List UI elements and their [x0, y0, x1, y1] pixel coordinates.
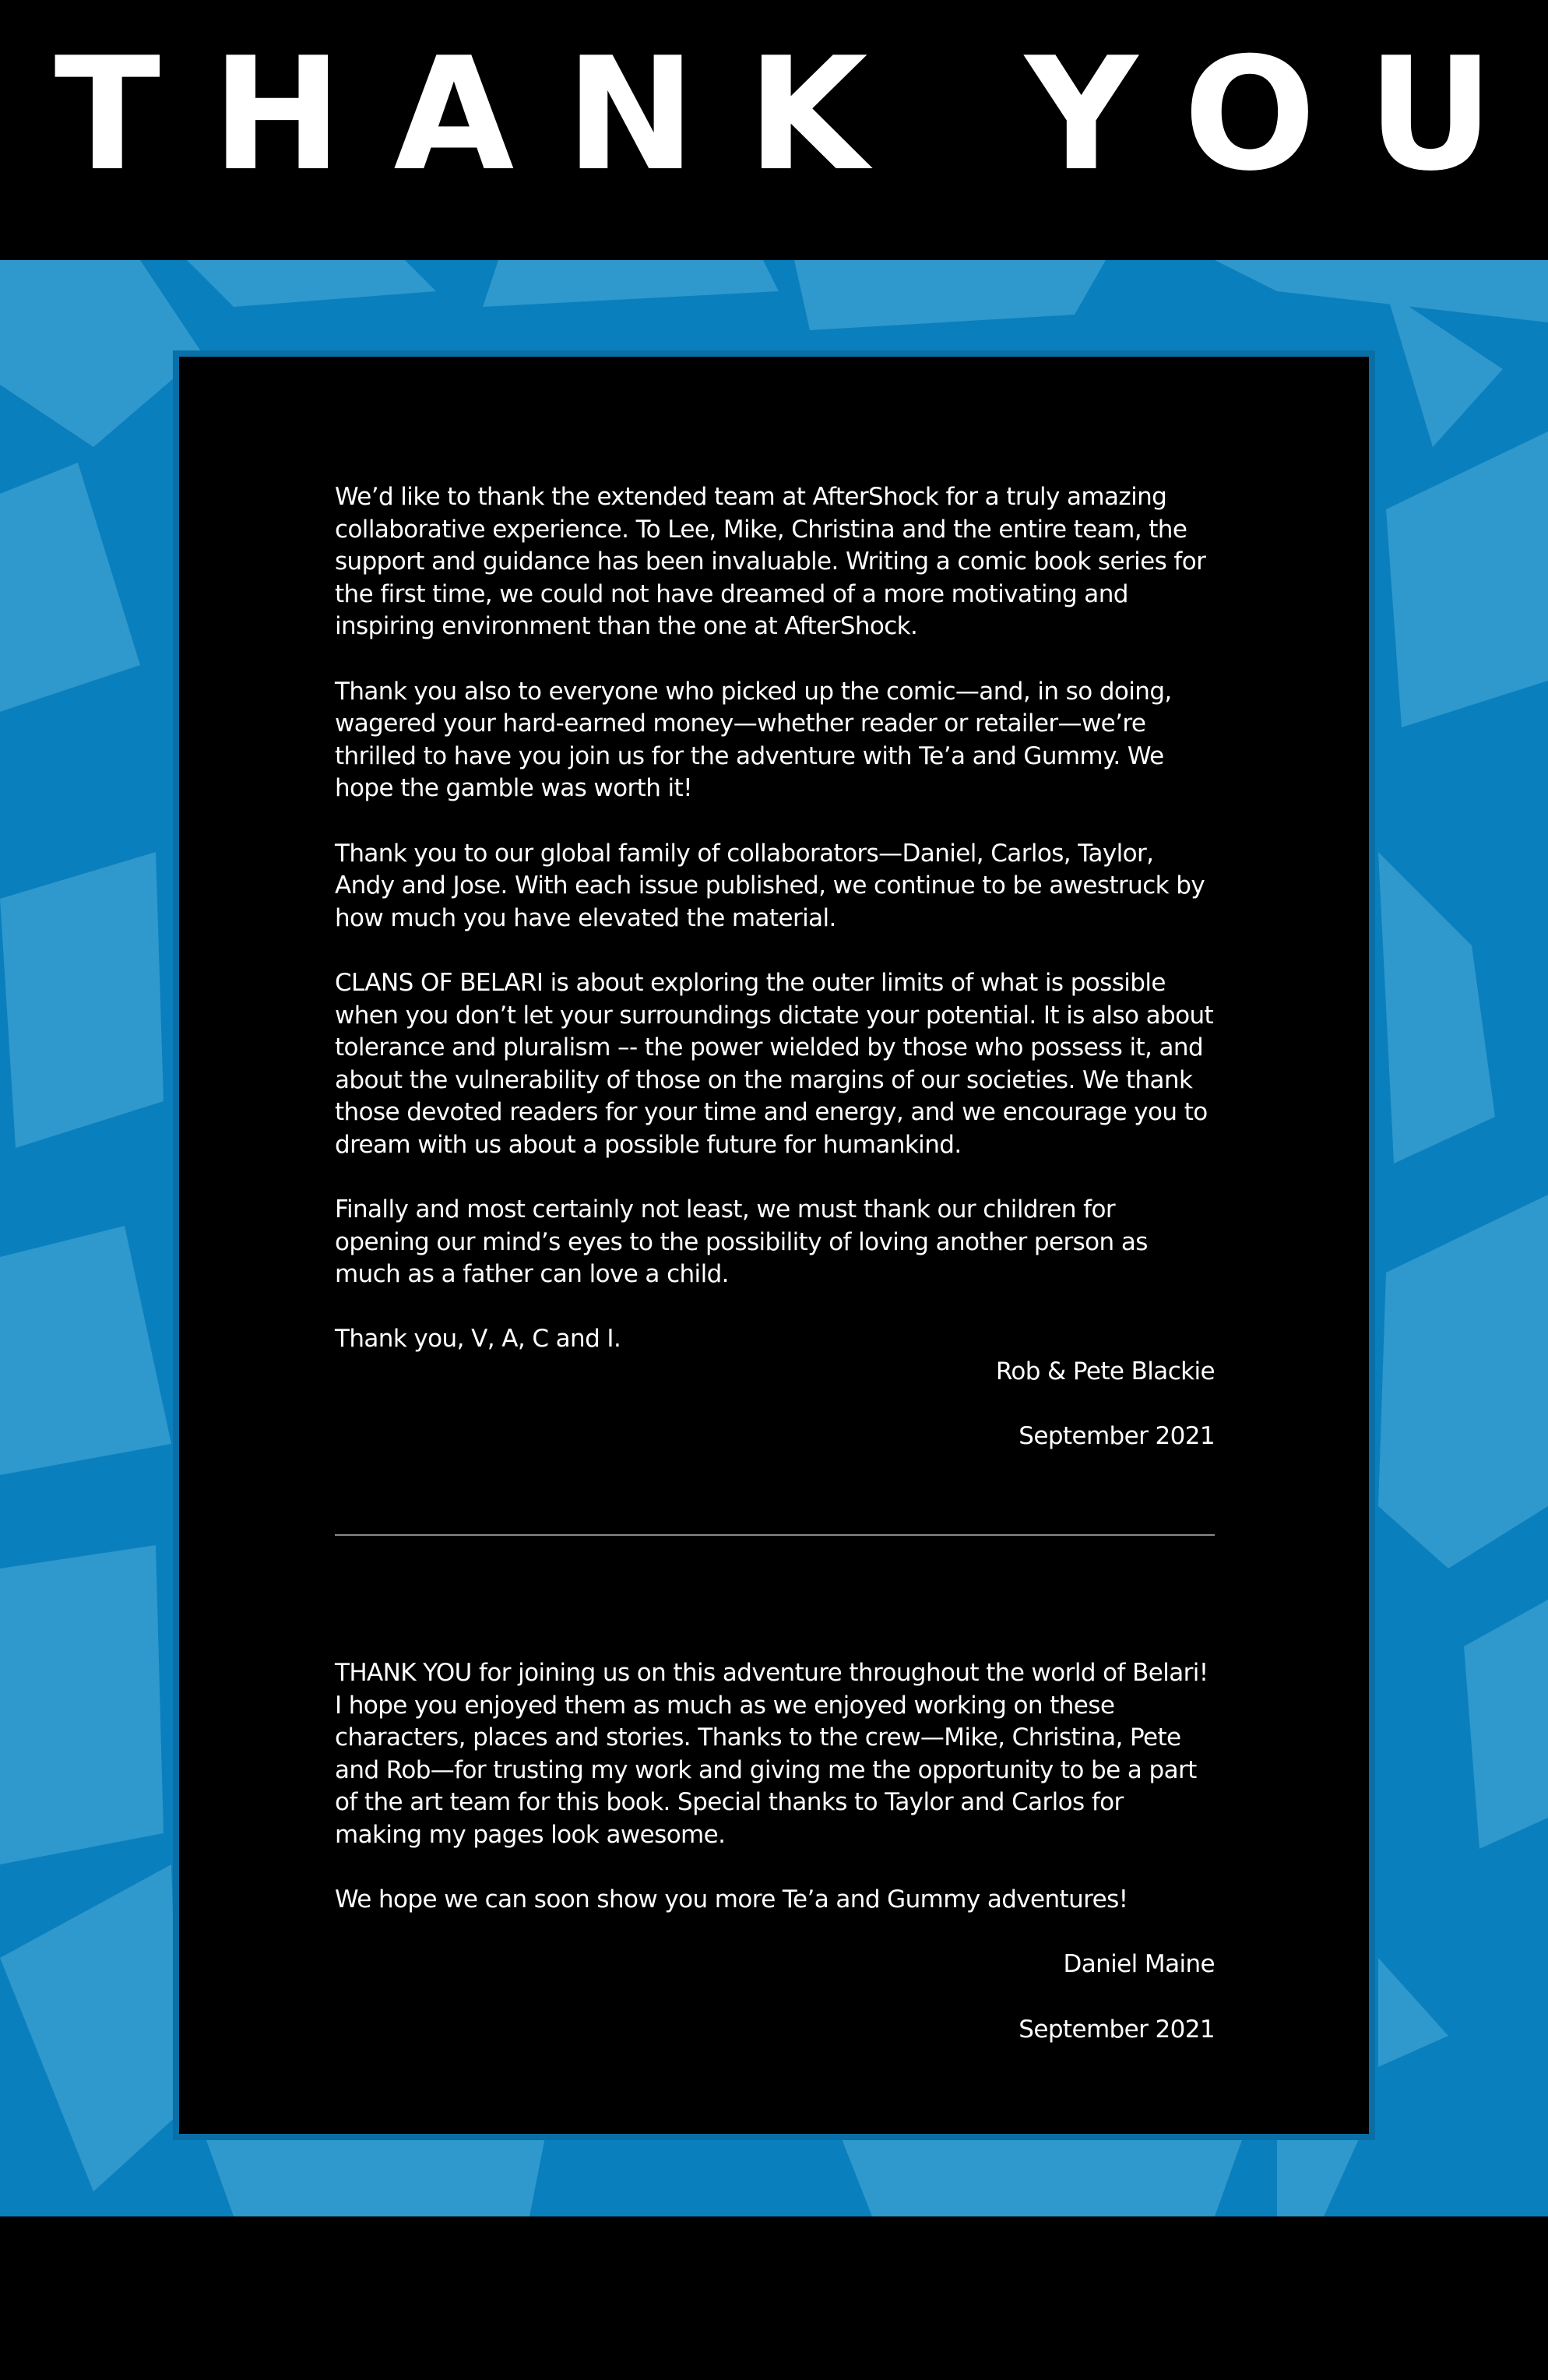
- bg-shape: [0, 1226, 171, 1475]
- letter-paragraph: THANK YOU for joining us on this adventure throughout the world of Belari! I hope you enjoyed them as much as we enjoyed working on these characters, places and stories. Thanks to the crew—Mike, Christina, Pete and Rob—for trusting my work and giving me the opportunity to be a part of the art team for this book. Special thanks to Taylor and Carlos for making my pages look awesome.: [335, 1659, 1208, 1849]
- header-bar: [0, 0, 1548, 260]
- bg-shape: [1378, 1958, 1448, 2067]
- bg-shape: [1378, 852, 1495, 1164]
- bg-shape: [794, 260, 1106, 330]
- bg-shape: [841, 2129, 1246, 2216]
- letter-paragraph: Thank you to our global family of collaborators—Daniel, Carlos, Taylor, Andy and Jose. With each issue published, we continue to be awestruck by how much you have elevated the material.: [335, 839, 1205, 932]
- bg-shape: [1215, 260, 1548, 322]
- letter-panel: [179, 357, 1369, 2134]
- signature-date: September 2021: [1019, 1422, 1215, 1451]
- letter-closing: Thank you, V, A, C and I.: [335, 1325, 621, 1354]
- signature-name: Rob & Pete Blackie: [995, 1357, 1215, 1386]
- bg-shape: [0, 1864, 179, 2192]
- bg-shape: [187, 260, 436, 307]
- signature-name: Daniel Maine: [1063, 1950, 1215, 1979]
- bg-shape: [1464, 1600, 1548, 1849]
- letter-paragraph: Thank you also to everyone who picked up the comic—and, in so doing, wagered your hard-earned money—whether reader or retailer—we’re thrilled to have you join us for the adventure with Te’a and Gummy. We hope the gamble was worth it!: [335, 677, 1172, 803]
- letter-paragraph: CLANS OF BELARI is about exploring the outer limits of what is possible when you don’t let your surroundings dictate your potential. It is also about tolerance and pluralism –- the power wielded by those who possess it, and about the vulnerability of those on the margins of our societies. We thank those devoted readers for your time and energy, and we encourage you to dream with us about a possible future for humankind.: [335, 968, 1214, 1159]
- letter-from-artist: [335, 1657, 1215, 2079]
- bg-shape: [0, 1545, 164, 1864]
- bg-shape: [0, 852, 164, 1148]
- section-divider: [335, 1534, 1215, 1536]
- letter-paragraph: Finally and most certainly not least, we must thank our children for opening our mind’s eyes to the possibility of loving another person as much as a father can love a child.: [335, 1195, 1148, 1289]
- bg-shape: [1378, 1195, 1548, 1568]
- page-title: THANK YOU: [54, 24, 1546, 206]
- signature-date: September 2021: [1019, 2015, 1215, 2044]
- bg-shape: [202, 2129, 545, 2216]
- bg-shape: [0, 260, 202, 447]
- bg-shape: [483, 260, 779, 307]
- letter-paragraph: We’d like to thank the extended team at AfterShock for a truly amazing collaborative experience. To Lee, Mike, Christina and the entire team, the support and guidance has been invaluable. Writing a comic book series for the first time, we could not have dreamed of a more motivating and inspiring environment than the one at AfterShock.: [335, 483, 1206, 641]
- bg-shape: [1386, 431, 1548, 727]
- bg-shape: [0, 463, 140, 712]
- letter-from-writers: [335, 481, 1215, 1485]
- letter-paragraph: We hope we can soon show you more Te’a and Gummy adventures!: [335, 1885, 1128, 1914]
- footer-bar: [0, 2216, 1548, 2380]
